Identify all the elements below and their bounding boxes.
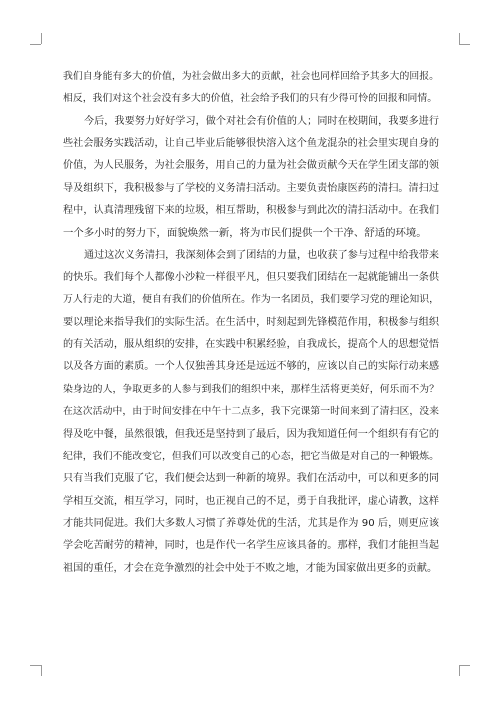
text-line: 通过这次义务清扫，我深刻体会到了团结的力量，也收获了参与过程中给我带来 [84,249,439,261]
text-line: 要以理论来指导我们的实际生活。在生活中，时刻起到先锋模范作用，积极参与组织 [63,316,439,328]
text-line: 以及各方面的素质。一个人仅独善其身还是远远不够的，应该以自己的实际行动来感 [63,361,439,373]
text-line: 相反，我们对这个社会没有多大的价值，社会给予我们的只有少得可怜的回报和同情。 [63,93,438,105]
text-line: 纪律，我们不能改变它，但我们可以改变自己的心态，把它当做是对自己的一种锻炼。 [63,450,439,462]
crop-mark-bottom-right-horizontal [459,665,470,666]
text-line: 学相互交流，相互学习，同时，也正视自己的不足，勇于自我批评，虚心请教，这样 [63,495,439,507]
text-line: 只有当我们克服了它，我们便会达到一种新的境界。我们在活动中，可以和更多的同 [63,473,439,485]
text-line: 一个多小时的努力下，面貌焕然一新，将为市民们提供一个干净、舒适的环境。 [63,227,427,240]
text-line: 导及组织下，我积极参与了学校的义务清扫活动。主要负责怡康医药的清扫。清扫过 [63,182,439,194]
text-line: 才能共同促进。我们大多数人习惯了养尊处优的生活，尤其是作为 90 后，则更应该 [63,517,439,529]
text-line: 我们自身能有多大的价值，为社会做出多大的贡献，社会也同样回给予其多大的回报。 [63,71,439,82]
text-line: 在这次活动中，由于时间安排在中午十二点多，我下完课第一时间来到了清扫区，没来 [63,406,439,418]
body-text [63,66,439,580]
text-line: 祖国的重任，才会在竞争激烈的社会中处于不败之地，才能为国家做出更多的贡献。 [63,562,438,574]
text-line: 今后，我要努力好好学习，做个对社会有价值的人；同时在校期间，我要多进行 [84,115,439,127]
crop-mark-top-left-vertical [41,33,42,44]
text-line: 得及吃中餐，虽然很饿，但我还是坚持到了最后，因为我知道任何一个组织有有它的 [63,428,439,440]
crop-mark-top-right-vertical [459,33,460,44]
text-line: 的有关活动，服从组织的安排，在实践中积累经验，自我成长，提高个人的思想觉悟 [63,339,439,351]
text-line: 的快乐。我们每个人都像小沙粒一样很平凡，但只要我们团结在一起就能铺出一条供 [63,272,439,284]
text-line: 万人行走的大道，便自有我们的价值所在。作为一名团员，我们要学习党的理论知识， [63,294,439,306]
crop-mark-top-left-horizontal [30,44,41,45]
text-line: 染身边的人，争取更多的人参与到我们的组织中来，那样生活将更美好，何乐而不为？ [63,383,439,395]
text-line: 学会吃苦耐劳的精神，同时，也是作代一名学生应该具备的。那样，我们才能担当起 [63,540,439,552]
crop-mark-top-right-horizontal [459,44,470,45]
crop-mark-bottom-right-vertical [459,665,460,676]
crop-mark-bottom-left-horizontal [30,665,41,666]
text-line: 些社会服务实践活动，让自己毕业后能够很快溶入这个鱼龙混杂的社会里实现自身的 [63,138,439,150]
text-line: 程中，认真清理残留下来的垃圾，相互帮助，积极参与到此次的清扫活动中。在我们 [63,205,439,217]
crop-mark-bottom-left-vertical [41,665,42,676]
text-line: 价值，为人民服务，为社会服务，用自己的力量为社会做贡献今天在学生团支部的领 [63,160,439,172]
